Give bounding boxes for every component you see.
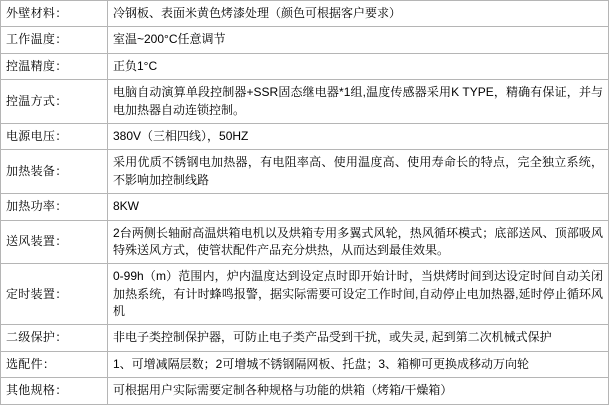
- table-row: [1, 53, 609, 79]
- row-label: 加热功率：: [1, 194, 108, 220]
- row-value: 电脑自动演算单段控制器+SSR固态继电器*1组,温度传感器采用K TYPE，精确有保证，并与电加热器自动连锁控制。: [108, 80, 609, 124]
- row-label: 控温精度：: [1, 53, 108, 79]
- row-label: 加热装备：: [1, 150, 108, 194]
- table-row: [1, 220, 609, 264]
- row-value: 可根据用户实际需要定制各种规格与功能的烘箱（烤箱/干燥箱）: [108, 378, 609, 404]
- row-value: 室温~200°C任意调节: [108, 27, 609, 53]
- row-value: 8KW: [108, 194, 609, 220]
- table-row: [1, 123, 609, 149]
- row-value: 冷钢板、表面米黄色烤漆处理（颜色可根据客户要求）: [108, 1, 609, 27]
- row-value: 0-99h（m）范围内，炉内温度达到设定点时即开始计时，当烘烤时间到达设定时间自动关闭加热系统，有计时蜂鸣报警，据实际需要可设定工作时间,自动停止电加热器,延时停止循环风机: [108, 264, 609, 325]
- row-label: 外壁材料：: [1, 1, 108, 27]
- table-row: [1, 194, 609, 220]
- row-value: 380V（三相四线），50HZ: [108, 123, 609, 149]
- table-row: [1, 27, 609, 53]
- table-row: [1, 264, 609, 325]
- row-label: 送风装置：: [1, 220, 108, 264]
- table-row: [1, 150, 609, 194]
- row-value: 正负1°C: [108, 53, 609, 79]
- row-label: 二级保护：: [1, 325, 108, 351]
- table-row: [1, 351, 609, 377]
- table-row: [1, 378, 609, 404]
- row-label: 选配件：: [1, 351, 108, 377]
- row-value: 采用优质不锈钢电加热器，有电阻率高、使用温度高、使用寿命长的特点，完全独立系统，不影响加控制线路: [108, 150, 609, 194]
- row-label: 定时装置：: [1, 264, 108, 325]
- row-label: 其他规格：: [1, 378, 108, 404]
- table-row: [1, 325, 609, 351]
- row-label: 工作温度：: [1, 27, 108, 53]
- table-body: [1, 1, 609, 405]
- row-label: 控温方式：: [1, 80, 108, 124]
- table-row: [1, 1, 609, 27]
- row-value: 2台两侧长轴耐高温烘箱电机以及烘箱专用多翼式风轮，热风循环模式；底部送风、顶部吸风特殊送风方式，使管状配件产品充分烘热，从而达到最佳效果。: [108, 220, 609, 264]
- table-row: [1, 80, 609, 124]
- row-label: 电源电压：: [1, 123, 108, 149]
- row-value: 1、可增减隔层数；2可增城不锈钢隔网板、托盘；3、箱柳可更换成移动万向轮: [108, 351, 609, 377]
- row-value: 非电子类控制保护器，可防止电子类产品受到干扰，或失灵, 起到第二次机械式保护: [108, 325, 609, 351]
